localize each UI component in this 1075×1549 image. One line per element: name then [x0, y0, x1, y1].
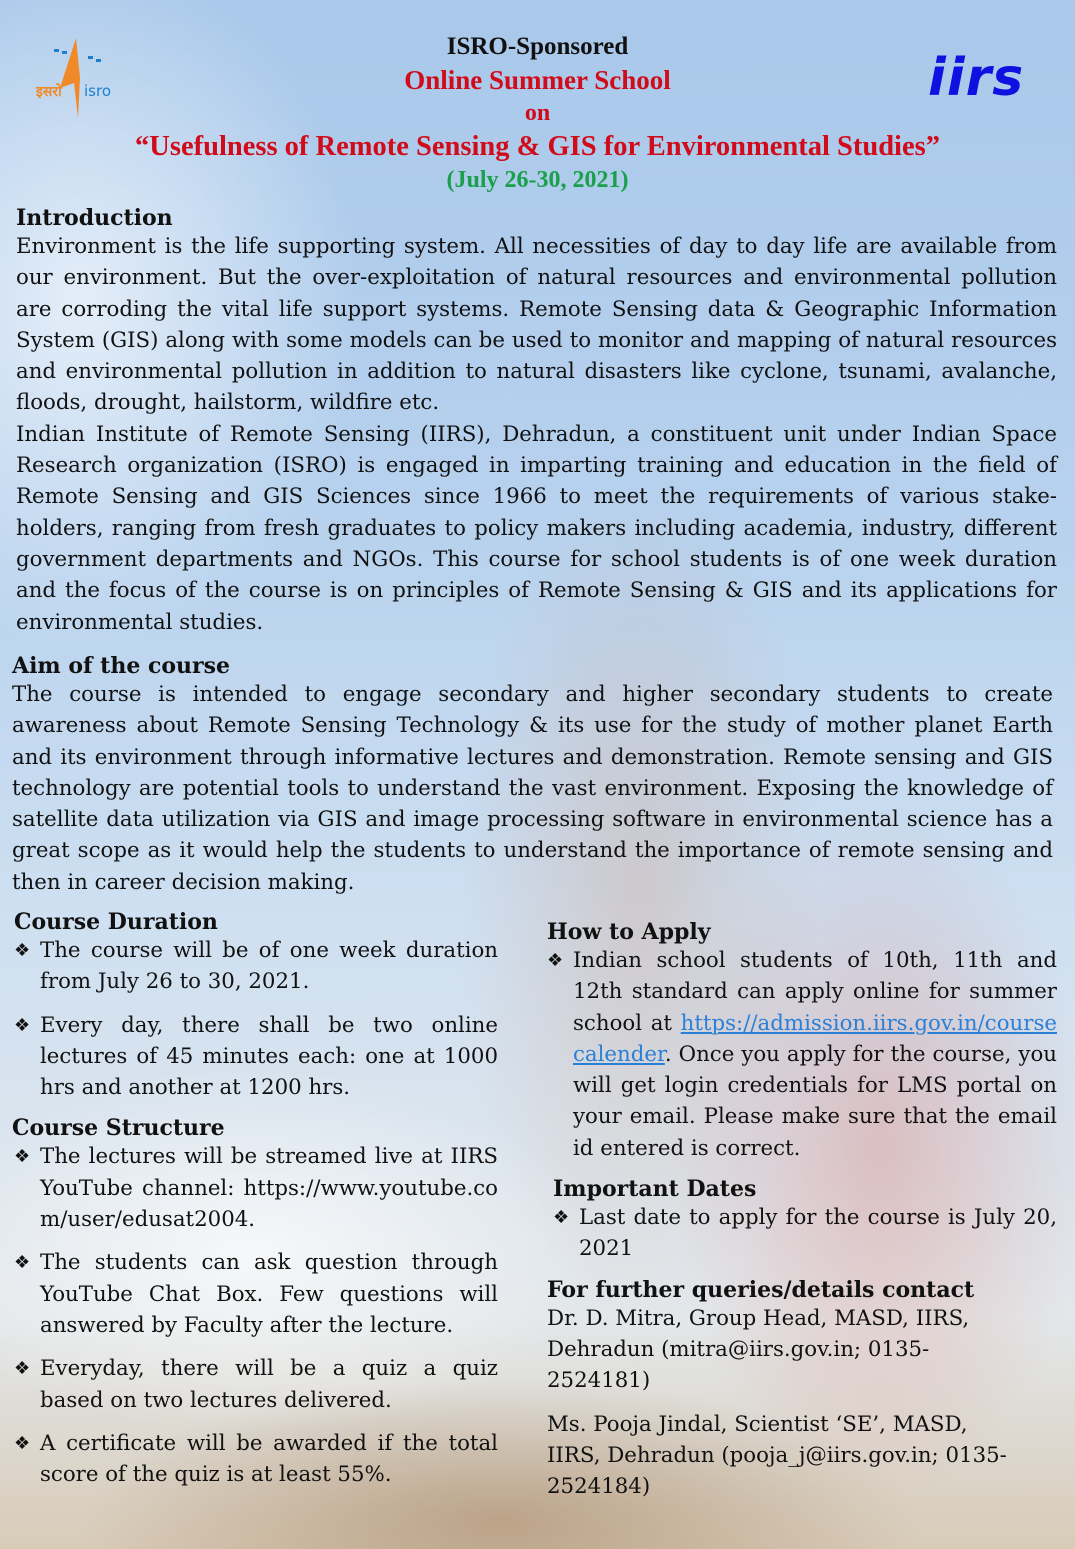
bullet-icon: ❖ [14, 940, 31, 961]
svg-text:इसरो: इसरो [36, 84, 62, 100]
contact-heading: For further queries/details contact [547, 1276, 975, 1303]
event-type: Online Summer School [404, 65, 671, 95]
contact-person: Dr. D. Mitra, Group Head, MASD, IIRS, Dehradun (mitra@iirs.gov.in; 0135-2524181) [547, 1305, 970, 1394]
bullet-icon: ❖ [14, 1432, 31, 1454]
aim-paragraph: The course is intended to engage secondary and higher secondary students to create awareness about Remote Sensing Technology & its use for the study of mother planet Earth and its environment through informative lectures and demonstration. Remote sensing and GIS technology are potential tools to understand the vast environment. Exposing the knowledge of satellite data utilization via GIS and image processing software in environmental science has a great scope as it would help the students to understand the importance of remote sensing and then in career decision making. [12, 682, 1053, 895]
list-item: ❖ The lectures will be streamed live at IIRS YouTube channel: https://www.youtube.com/user/edusat2004. [14, 1141, 498, 1235]
important-dates-heading: Important Dates [553, 1176, 757, 1203]
bullet-icon: ❖ [14, 1358, 31, 1380]
right-column [547, 919, 1057, 1502]
introduction-heading: Introduction [16, 205, 173, 231]
left-column [14, 909, 498, 1502]
structure-heading: Course Structure [12, 1115, 225, 1142]
course-title: “Usefulness of Remote Sensing & GIS for Environmental Studies” [135, 131, 940, 162]
sponsor-line: ISRO-Sponsored [446, 33, 629, 60]
bullet-icon: ❖ [547, 950, 564, 971]
course-dates: (July 26-30, 2021) [446, 167, 629, 193]
list-item: ❖ Last date to apply for the course is July 20, 2021 [553, 1202, 1057, 1265]
apply-heading: How to Apply [547, 919, 711, 945]
admission-link[interactable]: https://admission.iirs.gov.in/coursecalender [573, 1010, 1057, 1067]
svg-text:isro: isro [84, 82, 111, 100]
bullet-icon: ❖ [14, 1252, 31, 1274]
aim-heading: Aim of the course [12, 653, 231, 679]
aim-section [12, 653, 1053, 898]
list-item: ❖ Indian school students of 10th, 11th and 12th standard can apply online for summer school at https://admission.iirs.gov.in/coursecalender. Once you apply for the course, you will get login credentials for LMS portal on your email. Please make sure that the email id entered is correct. [547, 945, 1057, 1164]
introduction-paragraph-1: Environment is the life supporting system. All necessities of day to day life are available from our environment. But the over-exploitation of natural resources and environmental pollution are corroding the vital life support systems. Remote Sensing data & Geographic Information System (GIS) along with some models can be used to monitor and mapping of natural resources and environmental pollution in addition to natural disasters like cyclone, tsunami, avalanche, floods, drought, hailstorm, wildfire etc. [16, 234, 1057, 416]
list-item: ❖ A certificate will be awarded if the total score of the quiz is at least 55%. [14, 1428, 498, 1491]
list-item: ❖ The course will be of one week duration from July 26 to 30, 2021. [14, 935, 498, 998]
introduction-section [16, 205, 1057, 638]
duration-heading: Course Duration [14, 909, 218, 935]
list-item: ❖ Every day, there shall be two online lectures of 45 minutes each: one at 1000 hrs and another at 1200 hrs. [14, 1010, 498, 1104]
list-item: ❖ Everyday, there will be a quiz a quiz based on two lectures delivered. [14, 1353, 498, 1416]
bullet-icon: ❖ [14, 1146, 31, 1168]
list-item: ❖ The students can ask question through YouTube Chat Box. Few questions will answered by Faculty after the lecture. [14, 1247, 498, 1341]
bullet-icon: ❖ [553, 1207, 570, 1229]
contact-person: Ms. Pooja Jindal, Scientist ‘SE’, MASD, IIRS, Dehradun (pooja_j@iirs.gov.in; 0135-2524184) [547, 1411, 1007, 1500]
iirs-logo: iirs [928, 48, 1025, 108]
bullet-icon: ❖ [14, 1014, 31, 1036]
introduction-paragraph-2: Indian Institute of Remote Sensing (IIRS), Dehradun, a constituent unit under Indian Space Research organization (ISRO) is engaged in imparting training and education in the field of Remote Sensing and GIS Sciences since 1966 to meet the requirements of various stake-holders, ranging from fresh graduates to policy makers including academia, industry, different government departments and NGOs. This course for school students is of one week duration and the focus of the course is on principles of Remote Sensing & GIS and its applications for environmental studies. [16, 421, 1057, 635]
on-text: on [524, 100, 551, 126]
